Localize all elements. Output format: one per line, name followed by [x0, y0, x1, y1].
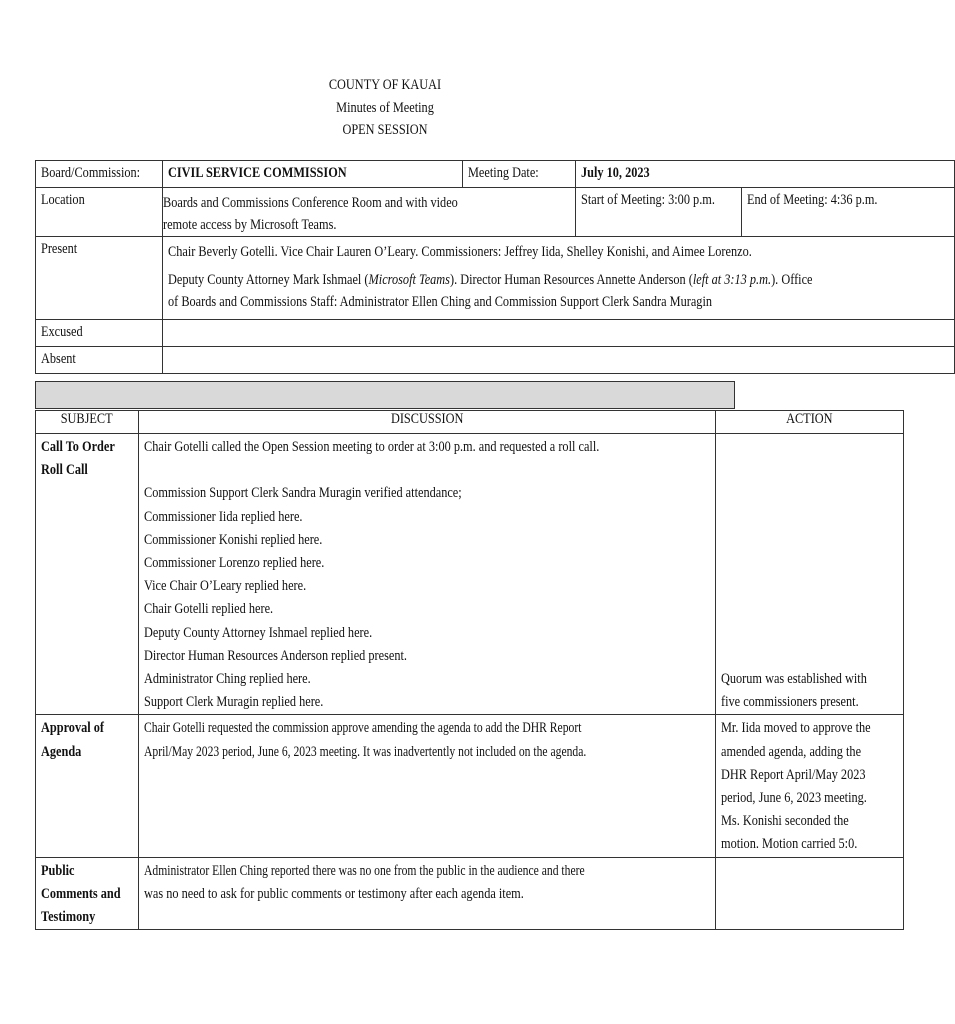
action-header-cell — [715, 411, 903, 434]
end-of-meeting: End of Meeting: 4:36 p.m. — [746, 192, 878, 208]
location-label-cell — [36, 188, 163, 237]
discussion-line: Chair Gotelli requested the commission approve amending the agenda to add the DHR Report — [144, 720, 582, 737]
subject-line: Approval of — [41, 720, 104, 737]
date-value-cell — [575, 161, 954, 188]
excused-value-cell — [162, 320, 954, 347]
meeting-info-table — [35, 160, 955, 374]
discussion-line — [144, 459, 612, 482]
subject-line: Comments and — [41, 885, 121, 902]
location-row — [36, 188, 955, 237]
discussion-cell — [139, 857, 716, 930]
start-of-meeting: Start of Meeting: 3:00 p.m. — [580, 192, 715, 208]
board-label: Board/Commission: — [41, 165, 141, 181]
subject-line: Call To Order — [41, 439, 115, 455]
discussion-table — [35, 410, 904, 930]
discussion-line: Commissioner Lorenzo replied here. — [144, 555, 325, 571]
action-line: Quorum was established with — [720, 671, 867, 688]
subject-cell — [36, 715, 139, 857]
subject-header-cell — [36, 411, 139, 434]
discussion-line: Director Human Resources Anderson replied present. — [144, 647, 408, 664]
action-cell — [715, 857, 903, 930]
present-row — [36, 237, 955, 320]
location-value-cell — [162, 188, 575, 237]
action-line: amended agenda, adding the — [720, 743, 861, 760]
discussion-line: Deputy County Attorney Ishmael replied here. — [144, 624, 373, 641]
discussion-cell — [139, 434, 716, 715]
discussion-line: April/May 2023 period, June 6, 2023 meeting. It was inadvertently not included on the agenda. — [144, 743, 587, 760]
action-cell — [715, 715, 903, 857]
board-label-cell — [36, 161, 163, 188]
present-label-cell — [36, 237, 163, 320]
meeting-date-label: Meeting Date: — [467, 165, 539, 181]
meeting-times-cell — [575, 188, 954, 237]
subject-cell — [36, 857, 139, 930]
absent-label-cell — [36, 347, 163, 374]
subject-line: Roll Call — [41, 462, 88, 479]
discussion-cell — [139, 715, 716, 857]
minutes-title: Minutes of Meeting — [336, 99, 434, 116]
excused-label: Excused — [41, 324, 83, 340]
action-line: Mr. Iida moved to approve the — [720, 720, 871, 737]
session-title: OPEN SESSION — [342, 122, 428, 138]
subject-line: Public — [41, 862, 75, 879]
action-header: ACTION — [786, 411, 833, 427]
present-value-cell — [162, 237, 954, 320]
table-row — [36, 857, 904, 930]
discussion-line: Administrator Ellen Ching reported there was no one from the public in the audience and there — [144, 862, 585, 879]
action-line: period, June 6, 2023 meeting. — [720, 790, 867, 807]
discussion-line: Vice Chair O’Leary replied here. — [144, 578, 307, 595]
board-value-cell — [162, 161, 462, 188]
present-line-1: Chair Beverly Gotelli. Vice Chair Lauren O’Leary. Commissioners: Jeffrey Iida, Shelley Konishi, and Aimee Lorenzo. — [167, 244, 752, 260]
section-divider-band — [35, 381, 735, 409]
discussion-header: DISCUSSION — [390, 411, 464, 427]
subject-header: SUBJECT — [61, 411, 114, 427]
discussion-header-cell — [139, 411, 716, 434]
teams-note: Microsoft Teams — [368, 272, 450, 288]
discussion-line: Chair Gotelli replied here. — [144, 601, 274, 618]
board-value: CIVIL SERVICE COMMISSION — [167, 165, 347, 181]
action-line: Ms. Konishi seconded the — [720, 813, 849, 830]
discussion-line: Commissioner Konishi replied here. — [144, 531, 323, 548]
subject-line: Testimony — [41, 909, 96, 926]
discussion-header-row — [36, 411, 904, 434]
table-row — [36, 715, 904, 857]
absent-label: Absent — [41, 351, 76, 367]
subject-cell — [36, 434, 139, 715]
excused-row — [36, 320, 955, 347]
location-line-2: remote access by Microsoft Teams. — [162, 217, 337, 233]
present-line-3: of Boards and Commissions Staff: Administrator Ellen Ching and Commission Support Clerk Sandra Muragin — [167, 294, 712, 310]
left-time-note: left at 3:13 p.m. — [692, 272, 771, 288]
present-label: Present — [41, 241, 78, 257]
present-line-2: Deputy County Attorney Mark Ishmael (Microsoft Teams). Director Human Resources Annette Anderson (left at 3:13 p.m.). Office — [167, 272, 813, 288]
location-line-1: Boards and Commissions Conference Room and with video — [162, 195, 458, 211]
table-row — [36, 434, 904, 715]
absent-row — [36, 347, 955, 374]
action-line: motion. Motion carried 5:0. — [720, 836, 858, 853]
discussion-line: Administrator Ching replied here. — [144, 671, 311, 688]
discussion-line: Support Clerk Muragin replied here. — [144, 694, 324, 711]
action-line: five commissioners present. — [720, 694, 859, 711]
meeting-date-value: July 10, 2023 — [580, 165, 650, 181]
action-line: DHR Report April/May 2023 — [720, 766, 866, 783]
date-label-cell — [462, 161, 575, 188]
document-header — [69, 74, 700, 142]
board-row — [36, 161, 955, 188]
county-title: COUNTY OF KAUAI — [328, 77, 442, 93]
excused-label-cell — [36, 320, 163, 347]
subject-line: Agenda — [41, 743, 82, 760]
discussion-line: Commissioner Iida replied here. — [144, 508, 303, 525]
discussion-line: was no need to ask for public comments or testimony after each agenda item. — [144, 885, 524, 902]
location-label: Location — [41, 192, 85, 208]
discussion-line: Chair Gotelli called the Open Session meeting to order at 3:00 p.m. and requested a roll call. — [144, 439, 600, 455]
action-cell — [715, 434, 903, 715]
discussion-line: Commission Support Clerk Sandra Muragin verified attendance; — [144, 485, 462, 502]
absent-value-cell — [162, 347, 954, 374]
